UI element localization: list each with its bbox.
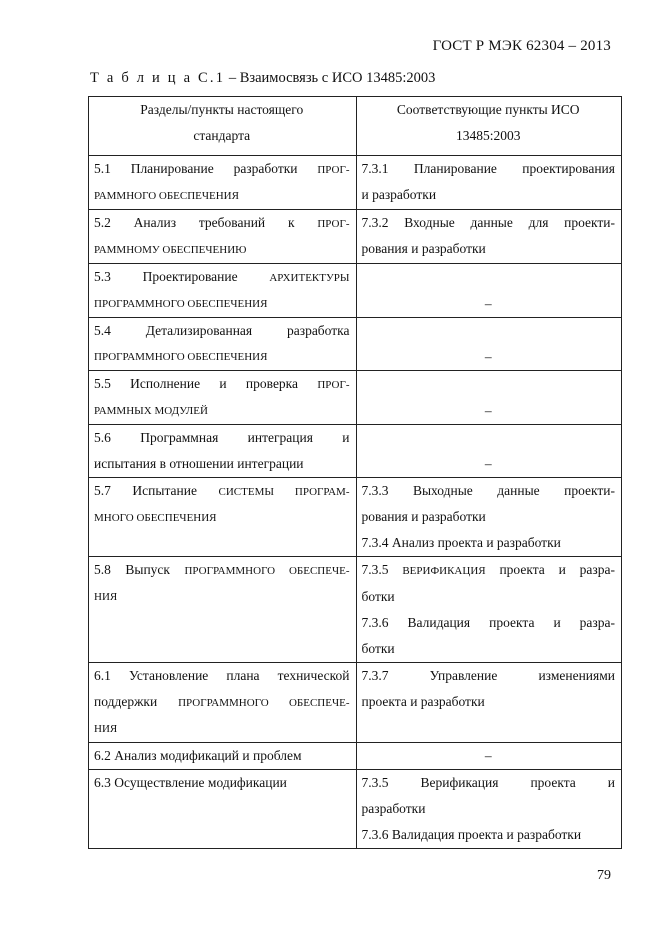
cell-line: 6.3 Осуществление модификации bbox=[94, 775, 287, 790]
cell-line: 7.3.6 Валидация проекта и разработки bbox=[361, 827, 582, 842]
cell-line: 5.3 Проектирование АРХИТЕКТУРЫ bbox=[94, 269, 350, 284]
row-iso-cell-empty: – bbox=[356, 264, 622, 318]
cell-line: ПРОГРАММНОГО ОБЕСПЕЧЕНИЯ bbox=[94, 298, 268, 310]
row-section-cell bbox=[89, 264, 357, 318]
row-section-cell bbox=[89, 425, 357, 478]
row-section-cell bbox=[89, 156, 357, 210]
cell-line: 5.1 Планирование разработки ПРОГ- bbox=[94, 161, 350, 176]
table-row bbox=[89, 478, 622, 557]
table-header-row bbox=[89, 97, 622, 156]
cell-line: 5.5 Исполнение и проверка ПРОГ- bbox=[94, 376, 350, 391]
row-iso-cell-empty: – bbox=[356, 371, 622, 425]
cell-line: ботки bbox=[361, 641, 395, 656]
table-caption-prefix: Т а б л и ц а С.1 bbox=[90, 70, 226, 86]
row-section-cell bbox=[89, 557, 357, 663]
row-iso-cell bbox=[356, 557, 622, 663]
cell-line: НИЯ bbox=[94, 723, 118, 735]
cell-line: РАММНЫХ МОДУЛЕЙ bbox=[94, 405, 208, 417]
row-section-cell bbox=[89, 371, 357, 425]
table-row bbox=[89, 156, 622, 210]
table-caption-title: – Взаимосвязь с ИСО 13485:2003 bbox=[225, 70, 436, 86]
cell-line: 7.3.5 Верификация проекта и bbox=[361, 775, 615, 790]
cell-line: 7.3.1 Планирование проектирования bbox=[361, 161, 615, 176]
cell-line: МНОГО ОБЕСПЕЧЕНИЯ bbox=[94, 512, 217, 524]
cell-line: поддержки ПРОГРАММНОГО ОБЕСПЕЧЕ- bbox=[94, 694, 350, 709]
cell-line: 7.3.2 Входные данные для проекти- bbox=[361, 215, 615, 230]
cell-line: 7.3.6 Валидация проекта и разра- bbox=[361, 615, 615, 630]
cell-line: 5.2 Анализ требований к ПРОГ- bbox=[94, 215, 350, 230]
table-caption bbox=[90, 70, 435, 87]
cell-line: разработки bbox=[361, 801, 426, 816]
cell-line: 7.3.5 ВЕРИФИКАЦИЯ проекта и разра- bbox=[361, 562, 615, 577]
cell-line: 7.3.7 Управление изменениями bbox=[361, 668, 615, 683]
row-iso-cell bbox=[356, 478, 622, 557]
cell-line: 7.3.3 Выходные данные проекти- bbox=[361, 483, 615, 498]
row-iso-cell bbox=[356, 663, 622, 743]
row-iso-cell-empty: – bbox=[356, 743, 622, 770]
column-header-sections bbox=[89, 97, 357, 156]
row-section-cell bbox=[89, 770, 357, 849]
cell-line: испытания в отношении интеграции bbox=[94, 456, 304, 471]
cell-line: 5.4 Детализированная разработка bbox=[94, 323, 350, 338]
correspondence-table bbox=[88, 96, 622, 849]
page-number: 79 bbox=[597, 868, 611, 883]
cell-line: 6.1 Установление плана технической bbox=[94, 668, 350, 683]
table-row bbox=[89, 371, 622, 425]
cell-line: РАММНОГО ОБЕСПЕЧЕНИЯ bbox=[94, 190, 239, 202]
row-iso-cell bbox=[356, 210, 622, 264]
column-header-sections-line1: Разделы/пункты настоящего bbox=[140, 102, 304, 117]
cell-line: рования и разработки bbox=[361, 241, 486, 256]
table-row bbox=[89, 663, 622, 743]
row-iso-cell bbox=[356, 156, 622, 210]
cell-line: проекта и разработки bbox=[361, 694, 485, 709]
table-row bbox=[89, 264, 622, 318]
cell-line: РАММНОМУ ОБЕСПЕЧЕНИЮ bbox=[94, 244, 247, 256]
table-row bbox=[89, 425, 622, 478]
table-row bbox=[89, 318, 622, 371]
standard-designation: ГОСТ Р МЭК 62304 – 2013 bbox=[432, 38, 611, 54]
row-section-cell bbox=[89, 210, 357, 264]
table-row bbox=[89, 210, 622, 264]
cell-line: 5.8 Выпуск ПРОГРАММНОГО ОБЕСПЕЧЕ- bbox=[94, 562, 350, 577]
cell-line: ботки bbox=[361, 589, 395, 604]
cell-line: 6.2 Анализ модификаций и проблем bbox=[94, 748, 302, 763]
table-row bbox=[89, 557, 622, 663]
cell-line: 5.7 Испытание СИСТЕМЫ ПРОГРАМ- bbox=[94, 483, 350, 498]
cell-line: НИЯ bbox=[94, 591, 118, 603]
cell-line: 7.3.4 Анализ проекта и разработки bbox=[361, 535, 561, 550]
column-header-iso-line1: Соответствующие пункты ИСО bbox=[396, 102, 580, 117]
cell-line: ПРОГРАММНОГО ОБЕСПЕЧЕНИЯ bbox=[94, 351, 268, 363]
row-iso-cell-empty: – bbox=[356, 318, 622, 371]
table-row bbox=[89, 770, 622, 849]
cell-line: и разработки bbox=[361, 187, 437, 202]
row-section-cell bbox=[89, 318, 357, 371]
row-iso-cell bbox=[356, 770, 622, 849]
cell-line: 5.6 Программная интеграция и bbox=[94, 430, 350, 445]
column-header-iso-line2: 13485:2003 bbox=[455, 128, 521, 143]
cell-line: рования и разработки bbox=[361, 509, 486, 524]
row-section-cell bbox=[89, 663, 357, 743]
row-section-cell bbox=[89, 478, 357, 557]
column-header-iso bbox=[356, 97, 622, 156]
column-header-sections-line2: стандарта bbox=[193, 128, 251, 143]
row-iso-cell-empty: – bbox=[356, 425, 622, 478]
table-row bbox=[89, 743, 622, 770]
row-section-cell bbox=[89, 743, 357, 770]
